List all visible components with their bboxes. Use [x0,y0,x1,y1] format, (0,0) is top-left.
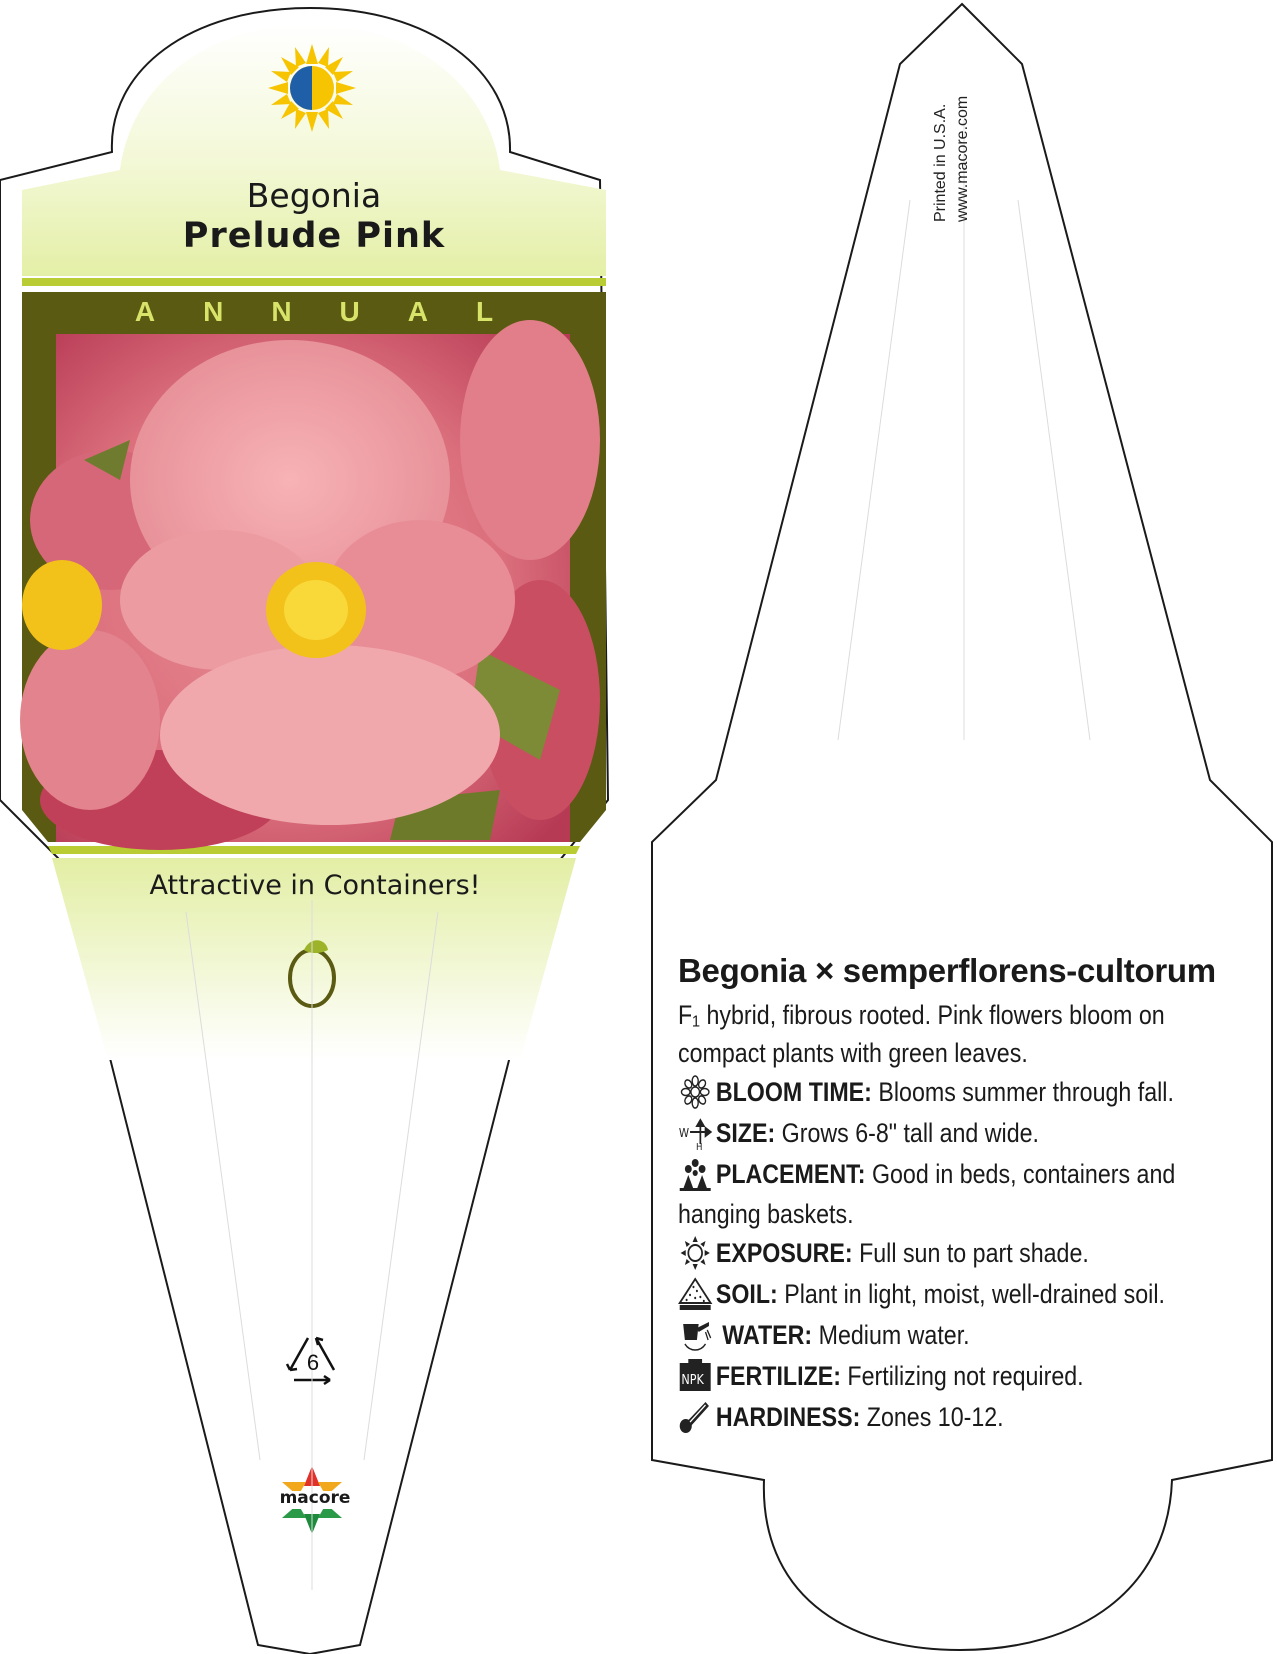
flower-icon [678,1075,712,1109]
description-line1: F₁ hybrid, fibrous rooted. Pink flowers bloom on [678,1000,1165,1030]
hardiness-label: HARDINESS: [715,1402,861,1432]
website: www.macore.com [954,95,971,222]
thermometer-icon [678,1400,712,1434]
watering-can-icon [678,1318,712,1352]
care-size [678,1113,1271,1154]
care-panel [678,952,1268,1438]
brand-name: macore [279,1488,351,1508]
placement-value: Good in beds, containers and [871,1159,1176,1189]
bloom-time-value: Blooms summer through fall. [878,1077,1174,1107]
printer-info [930,22,990,222]
size-icon [678,1116,712,1150]
scientific-name: Begonia × semperflorens-cultorum [678,952,1216,989]
tagline: Attractive in Containers! [149,870,481,901]
soil-label: SOIL: [715,1279,778,1309]
bloom-time-label: BLOOM TIME: [715,1077,872,1107]
npk-icon [678,1359,712,1393]
care-hardiness [678,1397,1271,1438]
hardiness-value: Zones 10-12. [866,1402,1004,1432]
flower-photo [20,320,600,850]
exposure-label: EXPOSURE: [715,1238,853,1268]
exposure-value: Full sun to part shade. [859,1238,1089,1268]
care-fertilize [678,1356,1271,1397]
description-line2: compact plants with green leaves. [678,1038,1028,1068]
printed-in: Printed in U.S.A. [932,103,949,222]
size-value: Grows 6-8" tall and wide. [781,1118,1039,1148]
care-water [678,1315,1271,1356]
sun-part-shade-icon [268,44,356,132]
npk-text: NPK [681,1372,704,1388]
placement-icon [678,1157,712,1191]
care-bloom-time [678,1072,1271,1113]
soil-value: Plant in light, moist, well-drained soil. [784,1279,1165,1309]
sun-icon [678,1236,712,1270]
water-value: Medium water. [818,1320,970,1350]
placement-label: PLACEMENT: [715,1159,866,1189]
plant-category: ANNUAL [134,296,542,327]
description [678,996,1263,1072]
recycle-code: 6 [306,1350,320,1375]
care-placement [678,1154,1271,1195]
plant-cultivar: Prelude Pink [182,216,446,256]
size-h-letter: H [696,1141,703,1150]
size-w-letter: W [678,1126,690,1141]
water-label: WATER: [722,1320,813,1350]
fertilize-label: FERTILIZE: [715,1361,841,1391]
soil-icon [678,1277,712,1311]
fertilize-value: Fertilizing not required. [847,1361,1084,1391]
care-soil [678,1274,1271,1315]
plant-genus: Begonia [246,176,382,215]
placement-continuation: hanging baskets. [678,1199,854,1229]
care-exposure [678,1233,1271,1274]
size-label: SIZE: [715,1118,776,1148]
